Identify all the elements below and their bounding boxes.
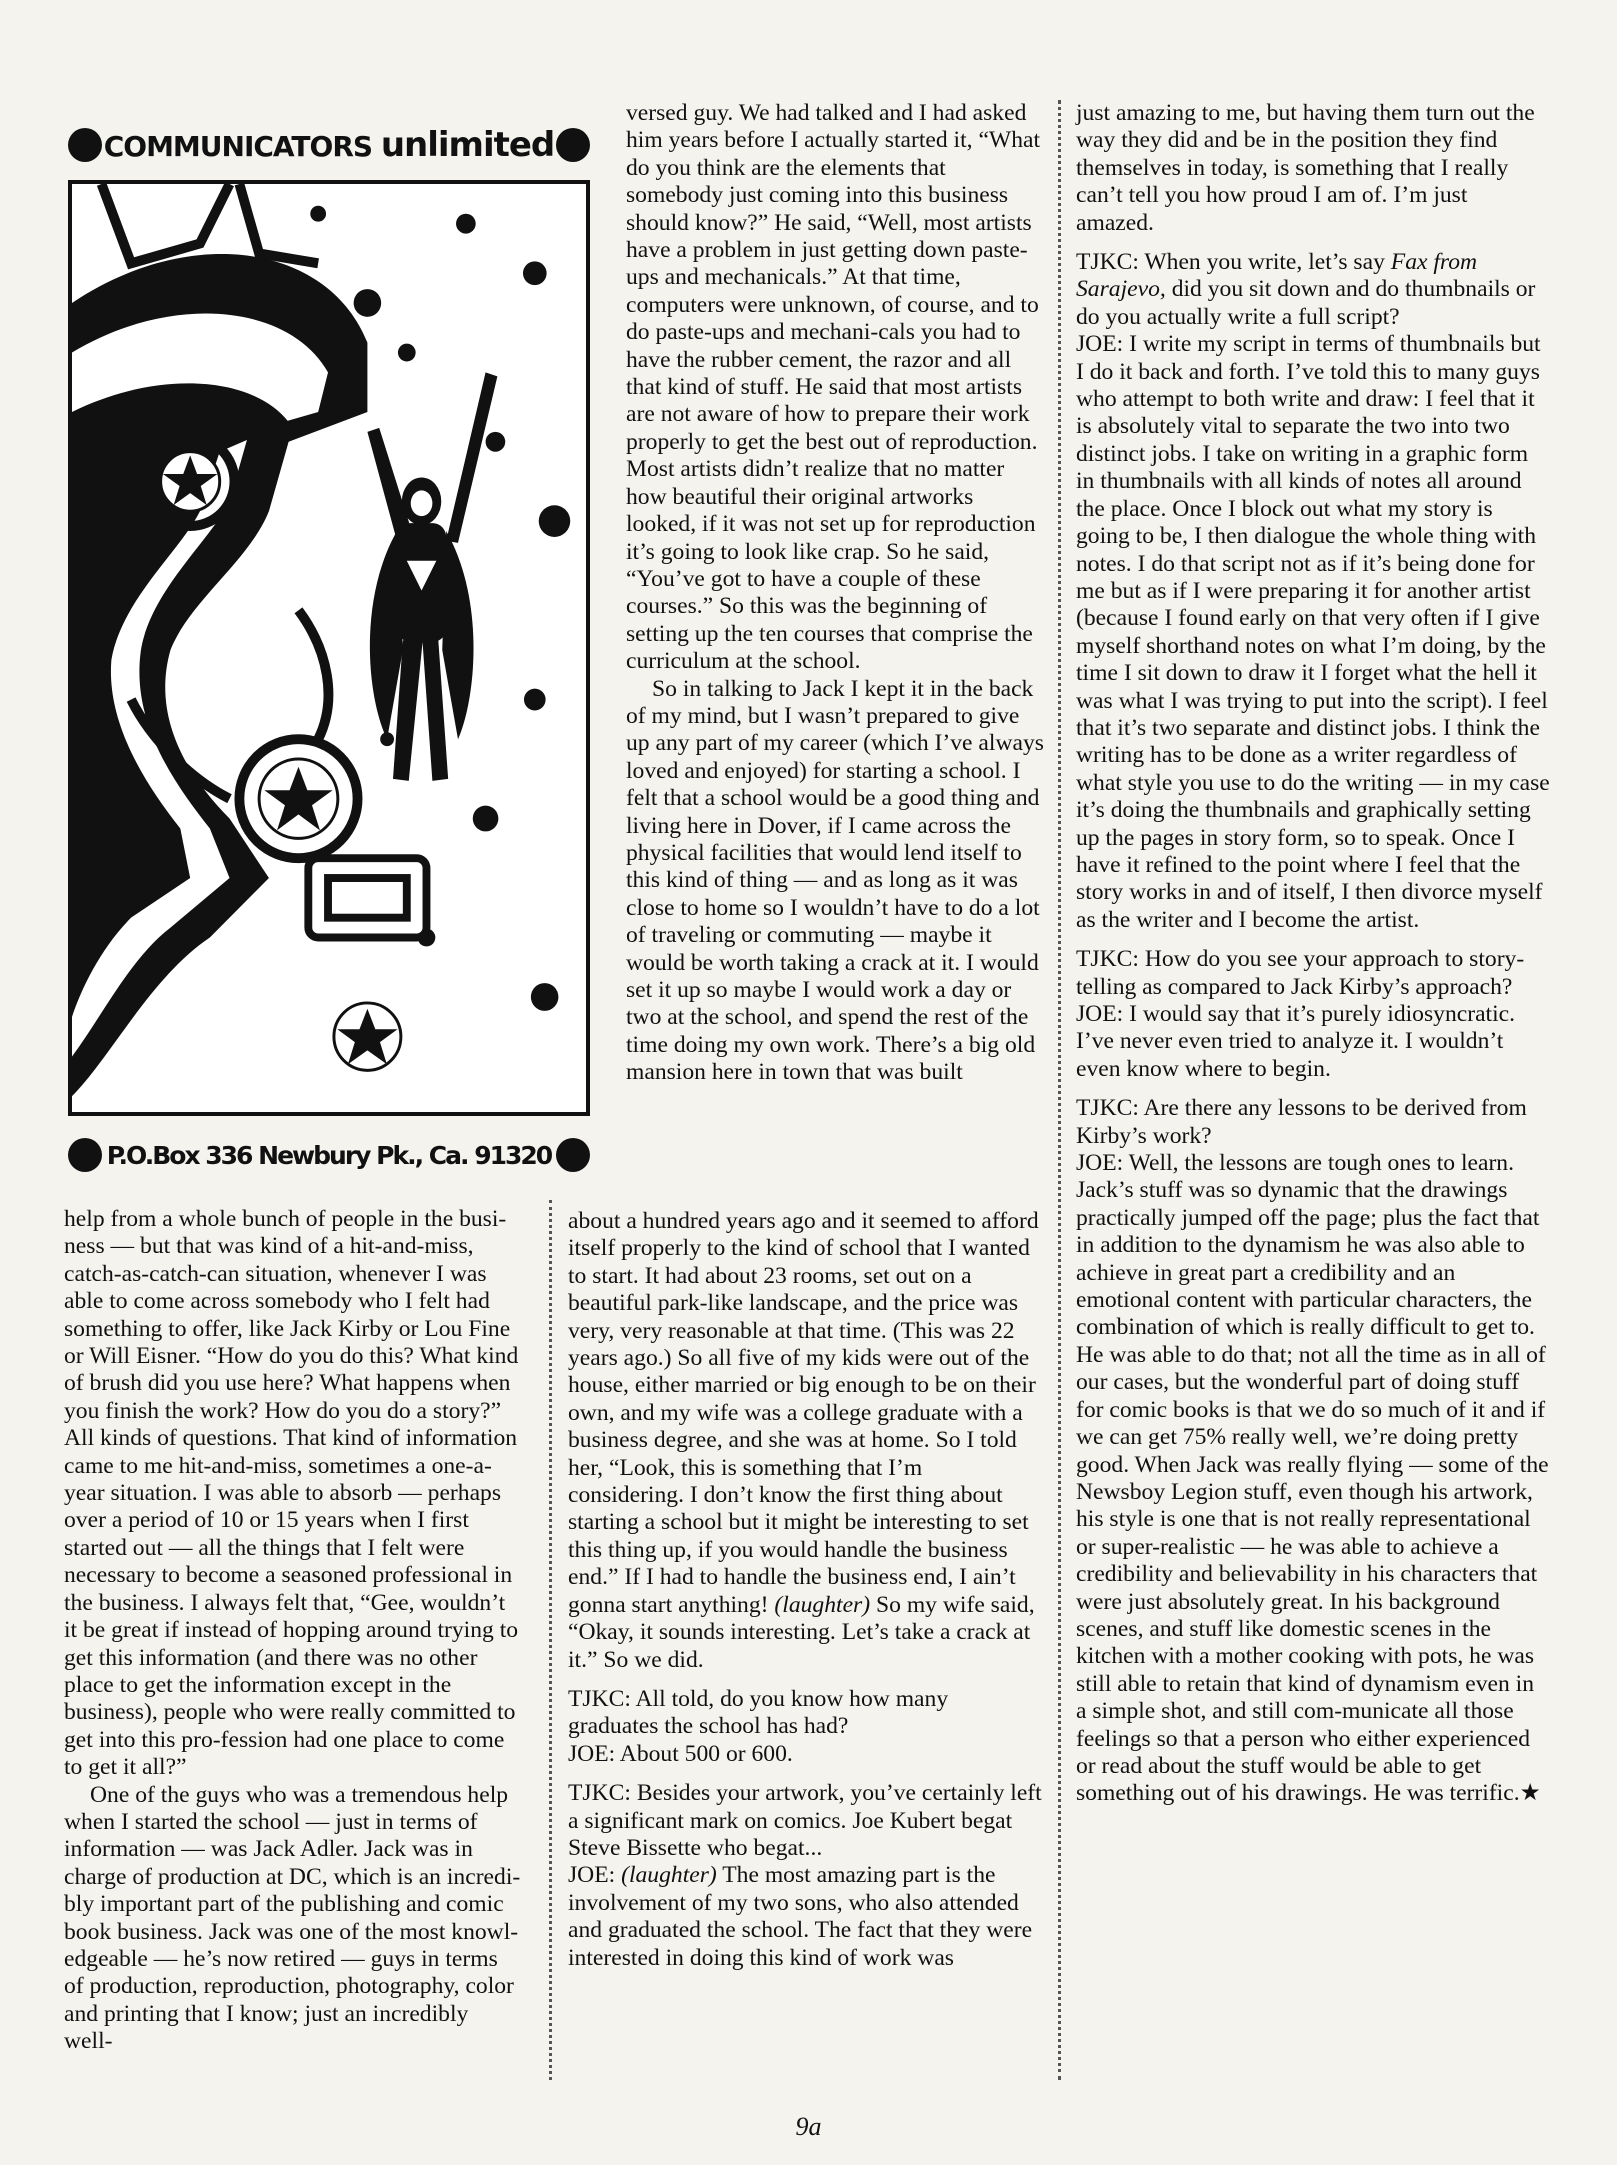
text-run: did you sit down and do thumbnails or do you actually write a full script?: [1076, 276, 1536, 330]
cosmic-machinery-illustration: [72, 184, 586, 1112]
speaker-label: JOE:: [568, 1862, 616, 1889]
paragraph: versed guy. We had talked and I had asked him years before I actually started it, “What do you think are the elements that somebody just coming into this business should know?” He said, “Well, most artists have a problem in just getting down paste-ups and mechanicals.” At that time, computers were unknown, of course, and to do paste-ups and mechani-cals you had to have the rubber cement, the razor and all that kind of stuff. He said that most artists are not aware of how to prepare their work properly to get the best out of reproduction. Most artists didn’t realize that no matter how beautiful their original artworks looked, if it was not set up for reproduction it’s going to look like crap. So he said, “You’ve got to have a couple of these courses.” So this was the beginning of setting up the ten courses that comprise the curriculum at the school.: [626, 100, 1041, 675]
interview-question: TJKC: Are there any lessons to be derived from Kirby’s work?: [1076, 1095, 1527, 1149]
page-number: 9a: [795, 2112, 822, 2141]
interview-question: TJKC: How do you see your approach to story-telling as compared to Jack Kirby’s approach?: [1076, 946, 1525, 1000]
laughter-note: (laughter): [621, 1862, 717, 1889]
column-divider: [1058, 100, 1061, 2080]
paragraph: just amazing to me, but having them turn out the way they did and be in the position they find themselves in today, is something that I really can’t tell you how proud I am of. I’m just amazed.: [1076, 100, 1535, 236]
paragraph: So in talking to Jack I kept it in the back of my mind, but I wasn’t prepared to give up any part of my career (which I’ve always loved and enjoyed) for starting a school. I felt that a school would be a good thing and living here in Dover, if I came across the physical facilities that would lend itself to this kind of thing — and as long as it was close to home so I wouldn’t have to do a lot of traveling or commuting — maybe it would be worth taking a crack at it. I would set it up so maybe I would work a day or two at the school, and spend the rest of the time doing my own work. There’s a big old mansion here in town that was built: [626, 675, 1044, 1086]
column-divider: [549, 1200, 552, 2080]
ad-title: [102, 125, 556, 165]
article-column-left: [64, 1206, 522, 2056]
article-column-right: [1076, 100, 1550, 1808]
ad-address: P.O.Box 336 Newbury Pk., Ca. 91320: [106, 1140, 552, 1170]
interview-question: TJKC: Besides your artwork, you’ve certainly left a significant mark on comics. Joe Kubert begat Steve Bissette who begat...: [568, 1780, 1042, 1861]
interview-answer: JOE: I write my script in terms of thumbnails but I do it back and forth. I’ve told this to many guys who attempt to both write and draw: I feel that it is absolutely vital to separate the two into two distinct jobs. I take on writing in a graphic form in thumbnails with all kinds of notes all around the place. Once I block out what my story is going to be, I then dialogue the whole thing with notes. I do that script not as if it’s being done for me but as if I were preparing it for another artist (because I found early on that very often if I give myself shorthand notes on what I’m doing, by the time I sit down to draw it I forget what the hell it was what I was trying to put into the script). I feel that it’s two separate and distinct jobs. I think the writing has to be done as a writer regardless of what style you use to do the writing — in my case it’s doing the thumbnails and graphically setting up the pages in story form, so to speak. Once I have it refined to the point where I feel that the story works in and of itself, I then divorce myself as the writer and I become the artist.: [1076, 331, 1550, 933]
article-column-middle-top: [626, 100, 1044, 1087]
paragraph: [568, 1208, 1044, 1674]
ad-banner-bottom: [68, 1124, 590, 1186]
bullet-dot-icon: [68, 1138, 102, 1172]
ad-title-light: unlimited: [380, 125, 555, 165]
laughter-note: (laughter): [774, 1591, 871, 1618]
ad-title-bold: COMMUNICATORS: [103, 130, 373, 163]
bullet-dot-icon: [556, 1138, 590, 1172]
interview-answer: JOE: Well, the lessons are tough ones to learn. Jack’s stuff was so dynamic that the drawings practically jumped off the page; plus the fact that in addition to the dynamism he was also able to achieve in great part a credibility and an emotional content with particular characters, the combination of which is really difficult to get to. He was able to do that; not all the time as in all of our cases, but the wonderful part of doing stuff for comic books is that we do so much of it and if we can get 75% really well, we’re doing pretty good. When Jack was really flying — some of the Newsboy Legion stuff, even though his artwork, his style is one that is not really representational or super-realistic — he was able to achieve a credibility and believability in his characters that were just absolutely great. In his background scenes, and stuff like domestic scenes in the kitchen with a mother cooking with pots, he was still able to retain that kind of dynamism even in a simple shot, and still com-municate all those feelings so that a person who either experienced or read about the stuff would be able to get something out of his drawings. He was terrific.★: [1076, 1150, 1549, 1807]
bullet-dot-icon: [556, 128, 590, 162]
ad-banner-top: [68, 114, 590, 176]
interview-answer: [568, 1862, 1044, 1972]
interview-question: TJKC: All told, do you know how many graduates the school has had?: [568, 1685, 949, 1740]
text-run: TJKC: When you write, let’s say: [1076, 249, 1385, 276]
text-run: The most amazing part is the involvement of my two sons, who also attended and graduated the school. The fact that they were interested in doing this kind of work was: [568, 1862, 1033, 1971]
interview-answer: JOE: I would say that it’s purely idiosyncratic. I’ve never even tried to analyze it. I wouldn’t even know where to begin.: [1076, 1001, 1516, 1082]
book-title: Fax from Sarajevo,: [1076, 249, 1478, 303]
text-run: So my wife said, “Okay, it sounds interesting. Let’s take a crack at it.” So we did.: [568, 1591, 1035, 1673]
paragraph: One of the guys who was a tremendous help when I started the school — just in terms of information — was Jack Adler. Jack was in charge of production at DC, which is an incredi-bly important part of the publishing and comic book business. Jack was one of the most knowl-edgeable — he’s now retired — guys in terms of production, reproduction, photography, color and printing that I know; just an incredibly well-: [64, 1781, 521, 2055]
interview-question: [1076, 249, 1550, 331]
ad-illustration: [68, 180, 590, 1116]
text-run: about a hundred years ago and it seemed to afford itself properly to the kind of school that I wanted to start. It had about 23 rooms, set out on a beautiful park-like landscape, and the price was very, very reasonable at that time. (This was 22 years ago.) So all five of my kids were out of the house, either married or big enough to be on their own, and my wife was a college graduate with a business degree, and she was at home. So I told her, “Look, this is something that I’m considering. I don’t know the first thing about starting a school but it might be interesting to set this thing up, if you would handle the business end.” If I had to handle the business end, I ain’t gonna start anything!: [568, 1208, 1039, 1618]
article-column-middle-bottom: [568, 1208, 1044, 1972]
paragraph: help from a whole bunch of people in the busi-ness — but that was kind of a hit-and-miss, catch-as-catch-can situation, whenever I was able to come across somebody who I felt had something to offer, like Jack Kirby or Lou Fine or Will Eisner. “How do you do this? What kind of brush did you use here? What happens when you finish the work? How do you do a story?” All kinds of questions. That kind of information came to me hit-and-miss, sometimes a one-a-year situation. I was able to absorb — perhaps over a period of 10 or 15 years when I first started out — all the things that I felt were necessary to become a seasoned professional in the business. I always felt that, “Gee, wouldn’t it be great if instead of hopping around trying to get this information (and there was no other place to get the information except in the business), people who were really committed to get into this pro-fession had one place to come to get it all?”: [64, 1206, 519, 1781]
interview-answer: JOE: About 500 or 600.: [568, 1740, 793, 1767]
bullet-dot-icon: [68, 128, 102, 162]
